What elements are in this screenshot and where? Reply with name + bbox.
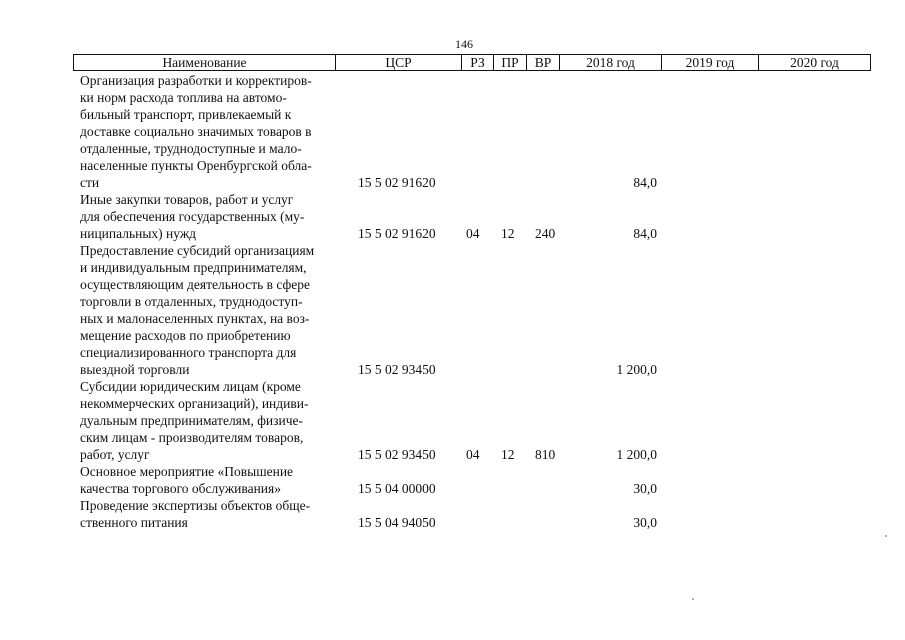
row-vr: 240 [535,226,556,241]
row-csr: 15 5 02 93450 [358,362,436,377]
row-csr: 15 5 04 00000 [358,481,436,496]
page-number: 146 [455,37,473,51]
row-csr: 15 5 04 94050 [358,515,436,530]
header-csr: ЦСР [336,55,462,71]
header-2019: 2019 год [662,55,759,71]
row-rz: 04 [466,447,480,462]
table-row [73,378,870,463]
table-body [73,72,870,531]
row-csr: 15 5 02 91620 [358,226,436,241]
row-2018: 84,0 [633,175,657,190]
table-row [73,463,870,497]
row-name: Субсидии юридическим лицам (кроме некоммерческих организаций), индиви- дуальным предпринимателям, физиче- ским лицам - производителям товаров, работ, услуг [80,379,309,462]
row-name: Предоставление субсидий организациям и индивидуальным предпринимателям, осуществляющим деятельность в сфере торговли в отдаленных, труднодоступ- ных и малонаселенных пунктах, на воз- мещение расходов по приобретению специализированного транспорта для выездной торговли [80,243,315,377]
row-csr: 15 5 02 91620 [358,175,436,190]
header-name: Наименование [74,55,336,71]
table-row [73,191,870,242]
row-2018: 84,0 [633,226,657,241]
row-csr: 15 5 02 93450 [358,447,436,462]
header-rz: РЗ [462,55,494,71]
row-name: Организация разработки и корректиров- ки норм расхода топлива на автомо- бильный транспорт, привлекаемый к доставке социально значимых товаров в отдаленные, труднодоступные и мало- населенные пункты Оренбургской обла- сти [80,73,312,190]
header-pr: ПР [494,55,527,71]
scan-speck [692,598,694,600]
table-row [73,242,870,378]
table-row [73,72,870,191]
row-pr: 12 [501,447,515,462]
table-row [73,497,870,531]
row-2018: 30,0 [633,515,657,530]
row-pr: 12 [501,226,515,241]
row-name: Проведение экспертизы объектов обще- ственного питания [80,498,311,530]
table-header [73,54,871,71]
row-rz: 04 [466,226,480,241]
row-vr: 810 [535,447,556,462]
row-2018: 1 200,0 [616,362,657,377]
row-2018: 1 200,0 [616,447,657,462]
row-2018: 30,0 [633,481,657,496]
header-2020: 2020 год [759,55,871,71]
scan-speck [885,535,887,537]
header-2018: 2018 год [560,55,662,71]
header-vr: ВР [527,55,560,71]
row-name: Основное мероприятие «Повышение качества торгового обслуживания» [80,464,294,496]
row-name: Иные закупки товаров, работ и услуг для обеспечения государственных (му- ниципальных) нужд [80,192,305,241]
